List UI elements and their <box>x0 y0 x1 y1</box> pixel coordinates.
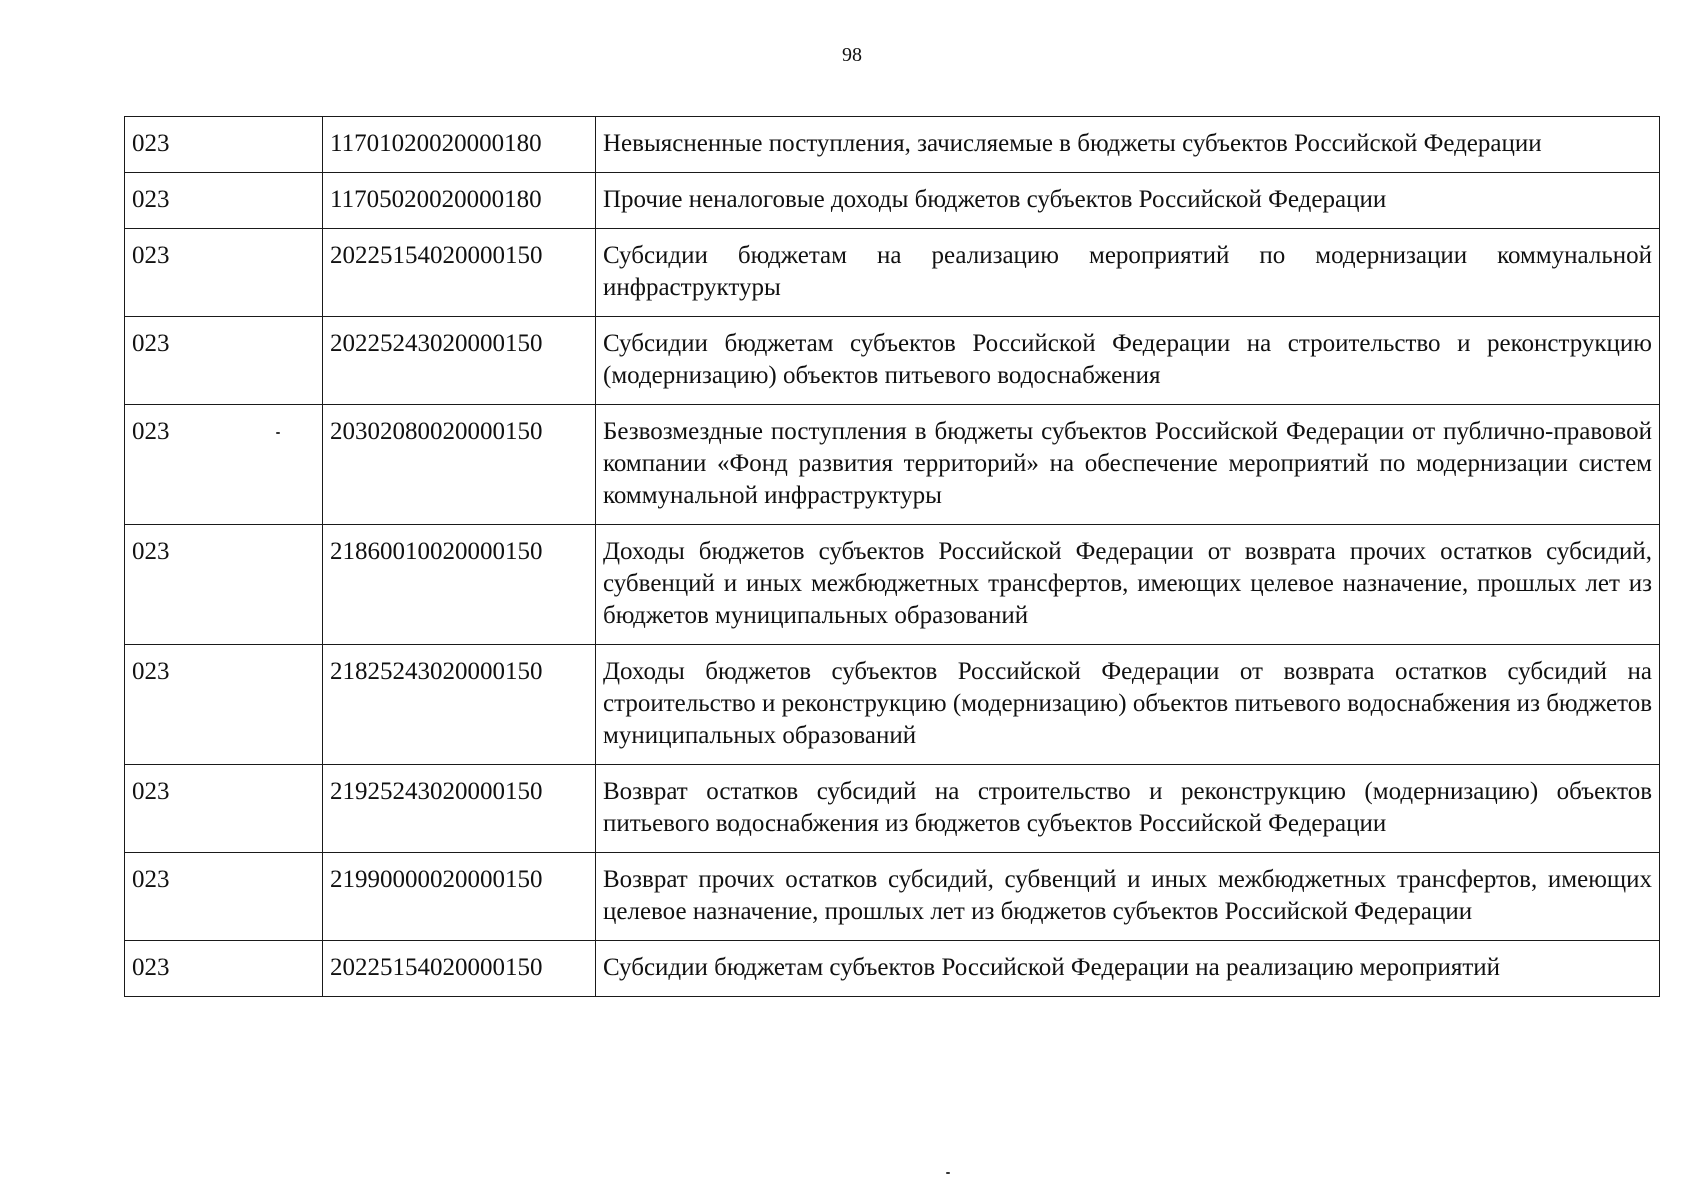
description-cell: Субсидии бюджетам субъектов Российской Федерации на реализацию мероприятий <box>596 941 1660 997</box>
table-row <box>125 229 1660 317</box>
table-row <box>125 173 1660 229</box>
description-cell: Возврат прочих остатков субсидий, субвенций и иных межбюджетных трансфертов, имеющих целевое назначение, прошлых лет из бюджетов субъектов Российской Федерации <box>596 853 1660 941</box>
budget-code-cell: 11705020020000180 <box>323 173 596 229</box>
admin-code-cell: 023 <box>125 853 323 941</box>
table-row <box>125 317 1660 405</box>
table-row <box>125 117 1660 173</box>
admin-code-cell: 023 <box>125 229 323 317</box>
budget-code-cell: 20302080020000150 <box>323 405 596 525</box>
description-cell: Возврат остатков субсидий на строительство и реконструкцию (модернизацию) объектов питьевого водоснабжения из бюджетов субъектов Российской Федерации <box>596 765 1660 853</box>
scan-artifact <box>276 432 280 434</box>
admin-code-cell: 023 <box>125 525 323 645</box>
admin-code-cell: 023 <box>125 645 323 765</box>
description-cell: Субсидии бюджетам на реализацию мероприятий по модернизации коммунальной инфраструктуры <box>596 229 1660 317</box>
admin-code-cell: 023 <box>125 117 323 173</box>
budget-code-cell: 21825243020000150 <box>323 645 596 765</box>
admin-code-cell: 023 <box>125 765 323 853</box>
budget-code-cell: 20225243020000150 <box>323 317 596 405</box>
description-cell: Субсидии бюджетам субъектов Российской Федерации на строительство и реконструкцию (модернизацию) объектов питьевого водоснабжения <box>596 317 1660 405</box>
budget-code-cell: 21990000020000150 <box>323 853 596 941</box>
budget-code-cell: 20225154020000150 <box>323 229 596 317</box>
budget-code-cell: 11701020020000180 <box>323 117 596 173</box>
description-cell: Доходы бюджетов субъектов Российской Федерации от возврата прочих остатков субсидий, субвенций и иных межбюджетных трансфертов, имеющих целевое назначение, прошлых лет из бюджетов муниципальных образований <box>596 525 1660 645</box>
scan-artifact <box>946 1172 950 1174</box>
budget-code-cell: 20225154020000150 <box>323 941 596 997</box>
table-row <box>125 941 1660 997</box>
admin-code-cell: 023 <box>125 173 323 229</box>
budget-classification-table <box>124 116 1660 997</box>
description-cell: Безвозмездные поступления в бюджеты субъектов Российской Федерации от публично-правовой компании «Фонд развития территорий» на обеспечение мероприятий по модернизации систем коммунальной инфраструктуры <box>596 405 1660 525</box>
admin-code-cell: 023 <box>125 317 323 405</box>
budget-code-cell: 21925243020000150 <box>323 765 596 853</box>
admin-code-cell: 023 <box>125 941 323 997</box>
table-row <box>125 645 1660 765</box>
description-cell: Доходы бюджетов субъектов Российской Федерации от возврата остатков субсидий на строительство и реконструкцию (модернизацию) объектов питьевого водоснабжения из бюджетов муниципальных образований <box>596 645 1660 765</box>
page-number: 98 <box>842 44 862 66</box>
table-row <box>125 405 1660 525</box>
description-cell: Прочие неналоговые доходы бюджетов субъектов Российской Федерации <box>596 173 1660 229</box>
table-row <box>125 525 1660 645</box>
budget-code-cell: 21860010020000150 <box>323 525 596 645</box>
table-row <box>125 765 1660 853</box>
admin-code-cell: 023 <box>125 405 323 525</box>
table-row <box>125 853 1660 941</box>
description-cell: Невыясненные поступления, зачисляемые в бюджеты субъектов Российской Федерации <box>596 117 1660 173</box>
